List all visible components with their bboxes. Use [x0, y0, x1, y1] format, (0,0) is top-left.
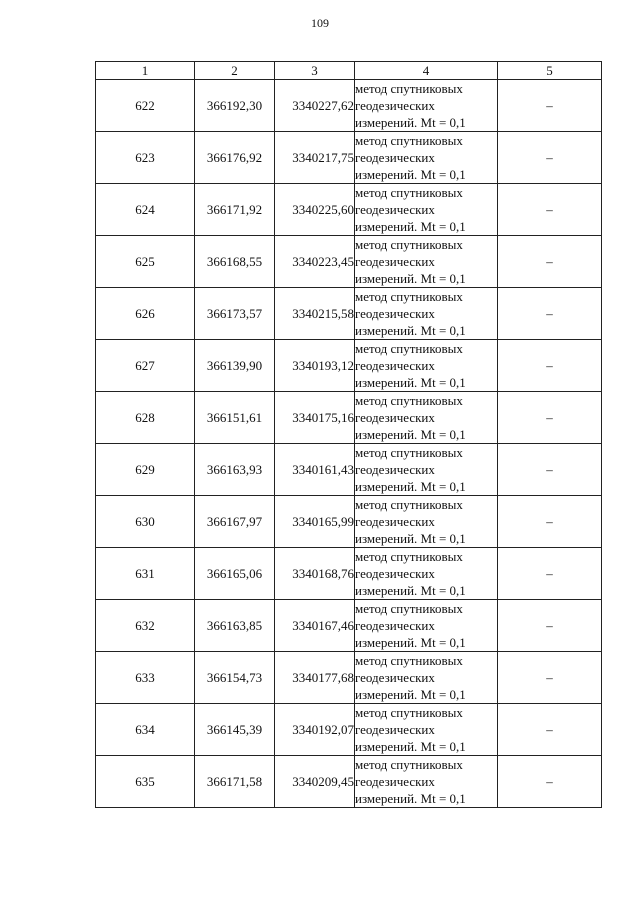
y-coordinate-cell: 3340217,75	[275, 132, 355, 184]
column-5-cell: –	[498, 184, 602, 236]
y-coordinate-cell: 3340167,46	[275, 600, 355, 652]
column-5-cell: –	[498, 236, 602, 288]
table-row	[96, 340, 602, 392]
table-row	[96, 652, 602, 704]
method-line: геодезических	[355, 98, 435, 113]
method-line: геодезических	[355, 670, 435, 685]
method-line: измерений. Mt = 0,1	[355, 687, 466, 702]
x-coordinate-cell: 366165,06	[195, 548, 275, 600]
table-row	[96, 132, 602, 184]
header-cell-5: 5	[498, 62, 602, 80]
method-line: измерений. Mt = 0,1	[355, 739, 466, 754]
column-5-cell: –	[498, 392, 602, 444]
column-5-cell: –	[498, 340, 602, 392]
column-5-cell: –	[498, 704, 602, 756]
column-5-cell: –	[498, 600, 602, 652]
method-line: измерений. Mt = 0,1	[355, 323, 466, 338]
point-number-cell: 624	[96, 184, 195, 236]
method-line: измерений. Mt = 0,1	[355, 531, 466, 546]
x-coordinate-cell: 366154,73	[195, 652, 275, 704]
x-coordinate-cell: 366145,39	[195, 704, 275, 756]
y-coordinate-cell: 3340161,43	[275, 444, 355, 496]
table-row	[96, 548, 602, 600]
method-line: измерений. Mt = 0,1	[355, 167, 466, 182]
column-5-cell: –	[498, 132, 602, 184]
column-5-cell: –	[498, 496, 602, 548]
table-row	[96, 184, 602, 236]
method-line: геодезических	[355, 150, 435, 165]
point-number-cell: 630	[96, 496, 195, 548]
method-line: измерений. Mt = 0,1	[355, 635, 466, 650]
column-5-cell: –	[498, 548, 602, 600]
x-coordinate-cell: 366192,30	[195, 80, 275, 132]
method-line: метод спутниковых	[355, 757, 463, 772]
method-line: метод спутниковых	[355, 653, 463, 668]
column-5-cell: –	[498, 652, 602, 704]
method-line: геодезических	[355, 254, 435, 269]
method-line: метод спутниковых	[355, 237, 463, 252]
method-line: измерений. Mt = 0,1	[355, 271, 466, 286]
x-coordinate-cell: 366163,85	[195, 600, 275, 652]
method-line: метод спутниковых	[355, 393, 463, 408]
method-line: метод спутниковых	[355, 81, 463, 96]
table-row	[96, 236, 602, 288]
x-coordinate-cell: 366163,93	[195, 444, 275, 496]
method-line: измерений. Mt = 0,1	[355, 583, 466, 598]
method-cell	[355, 496, 498, 548]
header-row	[96, 62, 602, 80]
y-coordinate-cell: 3340225,60	[275, 184, 355, 236]
page-number: 109	[311, 16, 329, 30]
x-coordinate-cell: 366171,92	[195, 184, 275, 236]
method-line: метод спутниковых	[355, 185, 463, 200]
column-5-cell: –	[498, 756, 602, 808]
column-5-cell: –	[498, 80, 602, 132]
x-coordinate-cell: 366139,90	[195, 340, 275, 392]
y-coordinate-cell: 3340192,07	[275, 704, 355, 756]
point-number-cell: 634	[96, 704, 195, 756]
column-5-cell: –	[498, 444, 602, 496]
y-coordinate-cell: 3340177,68	[275, 652, 355, 704]
method-cell	[355, 600, 498, 652]
x-coordinate-cell: 366168,55	[195, 236, 275, 288]
method-line: метод спутниковых	[355, 705, 463, 720]
method-line: геодезических	[355, 306, 435, 321]
method-line: метод спутниковых	[355, 601, 463, 616]
method-line: геодезических	[355, 774, 435, 789]
method-line: измерений. Mt = 0,1	[355, 375, 466, 390]
point-number-cell: 628	[96, 392, 195, 444]
table-row	[96, 80, 602, 132]
method-line: измерений. Mt = 0,1	[355, 791, 466, 806]
y-coordinate-cell: 3340165,99	[275, 496, 355, 548]
point-number-cell: 625	[96, 236, 195, 288]
point-number-cell: 635	[96, 756, 195, 808]
table-row	[96, 496, 602, 548]
header-cell-1: 1	[96, 62, 195, 80]
method-line: измерений. Mt = 0,1	[355, 115, 466, 130]
point-number-cell: 633	[96, 652, 195, 704]
x-coordinate-cell: 366167,97	[195, 496, 275, 548]
x-coordinate-cell: 366173,57	[195, 288, 275, 340]
method-line: измерений. Mt = 0,1	[355, 219, 466, 234]
method-line: метод спутниковых	[355, 289, 463, 304]
method-cell	[355, 236, 498, 288]
y-coordinate-cell: 3340168,76	[275, 548, 355, 600]
header-cell-3: 3	[275, 62, 355, 80]
method-cell	[355, 444, 498, 496]
method-cell	[355, 756, 498, 808]
point-number-cell: 622	[96, 80, 195, 132]
method-line: геодезических	[355, 618, 435, 633]
method-cell	[355, 288, 498, 340]
method-cell	[355, 704, 498, 756]
method-line: измерений. Mt = 0,1	[355, 479, 466, 494]
header-cell-4: 4	[355, 62, 498, 80]
method-cell	[355, 340, 498, 392]
y-coordinate-cell: 3340175,16	[275, 392, 355, 444]
point-number-cell: 629	[96, 444, 195, 496]
y-coordinate-cell: 3340227,62	[275, 80, 355, 132]
method-line: геодезических	[355, 722, 435, 737]
table-row	[96, 600, 602, 652]
x-coordinate-cell: 366176,92	[195, 132, 275, 184]
table-row	[96, 392, 602, 444]
point-number-cell: 631	[96, 548, 195, 600]
method-line: геодезических	[355, 202, 435, 217]
column-5-cell: –	[498, 288, 602, 340]
x-coordinate-cell: 366171,58	[195, 756, 275, 808]
method-line: метод спутниковых	[355, 133, 463, 148]
method-cell	[355, 184, 498, 236]
method-line: метод спутниковых	[355, 341, 463, 356]
method-cell	[355, 80, 498, 132]
table-row	[96, 756, 602, 808]
method-cell	[355, 652, 498, 704]
method-line: геодезических	[355, 358, 435, 373]
coordinates-table	[95, 61, 602, 808]
y-coordinate-cell: 3340193,12	[275, 340, 355, 392]
table-row	[96, 704, 602, 756]
method-line: измерений. Mt = 0,1	[355, 427, 466, 442]
y-coordinate-cell: 3340215,58	[275, 288, 355, 340]
point-number-cell: 626	[96, 288, 195, 340]
y-coordinate-cell: 3340223,45	[275, 236, 355, 288]
method-line: геодезических	[355, 410, 435, 425]
method-line: метод спутниковых	[355, 549, 463, 564]
method-line: геодезических	[355, 514, 435, 529]
y-coordinate-cell: 3340209,45	[275, 756, 355, 808]
method-line: геодезических	[355, 462, 435, 477]
table-body	[96, 80, 602, 808]
method-line: метод спутниковых	[355, 445, 463, 460]
point-number-cell: 632	[96, 600, 195, 652]
method-cell	[355, 392, 498, 444]
method-cell	[355, 132, 498, 184]
table-header	[96, 62, 602, 80]
method-line: геодезических	[355, 566, 435, 581]
table-row	[96, 444, 602, 496]
point-number-cell: 623	[96, 132, 195, 184]
method-line: метод спутниковых	[355, 497, 463, 512]
table-row	[96, 288, 602, 340]
point-number-cell: 627	[96, 340, 195, 392]
method-cell	[355, 548, 498, 600]
header-cell-2: 2	[195, 62, 275, 80]
x-coordinate-cell: 366151,61	[195, 392, 275, 444]
